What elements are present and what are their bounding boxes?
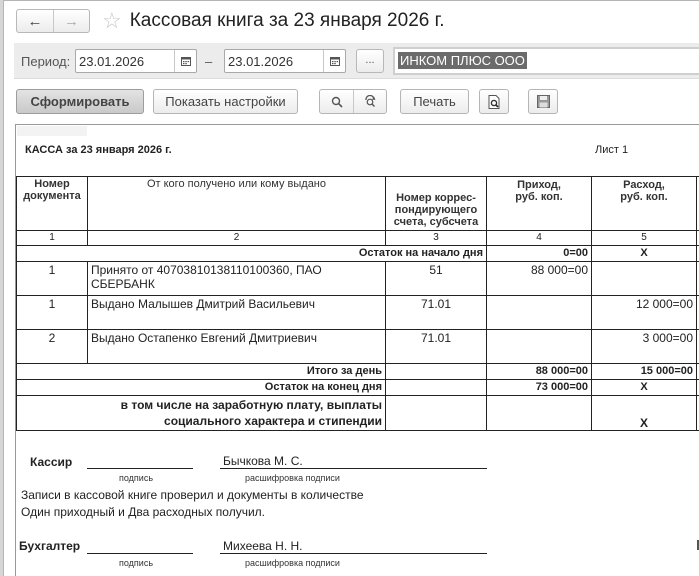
cash-book-table [16, 176, 699, 431]
account: 51 [386, 262, 487, 296]
cashier-sign-caption: подпись [119, 473, 154, 483]
income: 88 000=00 [487, 262, 592, 296]
opening-balance-income: 0=00 [487, 246, 592, 262]
save-button[interactable] [528, 89, 558, 114]
organization-value[interactable]: ИНКОМ ПЛЮС ООО [400, 53, 525, 68]
col-header-expense: Расход, руб. коп. [592, 177, 697, 231]
window-top-border [0, 0, 699, 1]
search-refresh-icon [364, 95, 377, 108]
print-button[interactable]: Печать [400, 89, 469, 114]
table-row [17, 296, 699, 330]
print-preview-icon [488, 95, 501, 109]
closing-balance-expense: X [592, 380, 697, 396]
generate-button[interactable]: Сформировать [16, 89, 144, 114]
opening-balance-expense: X [592, 246, 697, 262]
accountant-label: Бухгалтер [19, 539, 81, 553]
day-total-row [17, 364, 699, 380]
period-to-field[interactable] [224, 49, 346, 73]
window-left-border [0, 0, 4, 576]
search-icon [331, 96, 343, 108]
income [487, 296, 592, 330]
account: 71.01 [386, 296, 487, 330]
accountant-name: Михеева Н. Н. [223, 539, 303, 553]
col-header-account: Номер коррес- пондирующего счета, субсчета [386, 177, 487, 231]
party: Выдано Малышев Дмитрий Васильевич [88, 296, 386, 330]
opening-balance-row [17, 246, 699, 262]
sheet-number: Лист 1 [595, 144, 629, 156]
accountant-name-line [220, 553, 487, 554]
expense [592, 262, 697, 296]
toolbar [16, 89, 699, 115]
salary-row [17, 396, 699, 431]
show-settings-button[interactable]: Показать настройки [153, 89, 298, 114]
choose-period-button[interactable]: ... [356, 49, 384, 73]
salary-income [487, 396, 592, 431]
period-from-value[interactable]: 23.01.2026 [79, 54, 145, 69]
cashier-sign-line [87, 468, 193, 469]
income [487, 330, 592, 364]
accountant-sign-caption: подпись [119, 558, 154, 568]
doc-number: 1 [17, 296, 88, 330]
back-button[interactable] [17, 10, 53, 32]
col-header-income: Приход, руб. коп. [487, 177, 592, 231]
closing-balance-income: 73 000=00 [487, 380, 592, 396]
period-to-value[interactable]: 23.01.2026 [228, 54, 294, 69]
column-number-row [17, 231, 699, 246]
day-total-income: 88 000=00 [487, 364, 592, 380]
party: Выдано Остапенко Евгений Дмитриевич [88, 330, 386, 364]
cashier-name-line [220, 468, 487, 469]
search-button[interactable] [320, 90, 353, 113]
col-num: 1 [17, 231, 88, 246]
account: 71.01 [386, 330, 487, 364]
doc-number: 2 [17, 330, 88, 364]
accountant-sign-line [87, 553, 193, 554]
arrow-right-icon: → [64, 12, 79, 30]
title-bar [16, 8, 445, 34]
day-total-label: Итого за день [17, 364, 386, 380]
check-text-line-1: Записи в кассовой книге проверил и документы в количестве [21, 488, 364, 502]
report-title: КАССА за 23 января 2026 г. [25, 144, 172, 156]
doc-number: 1 [17, 262, 88, 296]
table-header-row [17, 177, 699, 231]
arrow-left-icon: ← [27, 12, 43, 30]
table-row [17, 262, 699, 296]
period-from-field[interactable] [75, 49, 197, 73]
favorite-star-icon[interactable]: ☆ [102, 8, 122, 33]
closing-balance-row [17, 380, 699, 396]
col-num: 2 [88, 231, 386, 246]
expense: 3 000=00 [592, 330, 697, 364]
organization-field[interactable] [393, 47, 699, 75]
search-button-group [319, 89, 387, 114]
check-text-line-2: Один приходный и Два расходных получил. [21, 505, 266, 519]
col-header-doc-number: Номер документа [17, 177, 88, 231]
search-refresh-button[interactable] [353, 90, 386, 113]
salary-expense: X [592, 396, 697, 431]
table-row [17, 330, 699, 364]
calendar-icon[interactable] [323, 50, 345, 72]
col-header-party: От кого получено или кому выдано [88, 177, 386, 231]
cashier-name: Бычкова М. С. [223, 454, 303, 468]
period-separator: – [205, 54, 213, 69]
report-sheet [15, 124, 699, 576]
page-title: Кассовая книга за 23 января 2026 г. [129, 10, 445, 31]
calendar-icon[interactable] [174, 50, 196, 72]
closing-balance-label: Остаток на конец дня [17, 380, 386, 396]
salary-label: в том числе на заработную плату, выплаты социального характера и стипендии [17, 396, 386, 431]
forward-button[interactable] [53, 10, 89, 32]
col-num: 3 [386, 231, 487, 246]
save-disk-icon [537, 95, 550, 108]
preview-button[interactable] [479, 89, 509, 114]
col-num: 5 [592, 231, 697, 246]
opening-balance-label: Остаток на начало дня [17, 246, 487, 262]
party: Принято от 40703810138110100360, ПАО СБЕРБАНК [88, 262, 386, 296]
nav-buttons [16, 9, 90, 33]
period-label: Период: [21, 54, 71, 69]
col-num: 4 [487, 231, 592, 246]
accountant-decode-caption: расшифровка подписи [245, 558, 340, 568]
cashier-label: Кассир [30, 455, 73, 469]
period-bar [14, 43, 699, 79]
expense: 12 000=00 [592, 296, 697, 330]
day-total-expense: 15 000=00 [592, 364, 697, 380]
cashier-decode-caption: расшифровка подписи [245, 473, 340, 483]
sheet-corner [17, 126, 87, 136]
